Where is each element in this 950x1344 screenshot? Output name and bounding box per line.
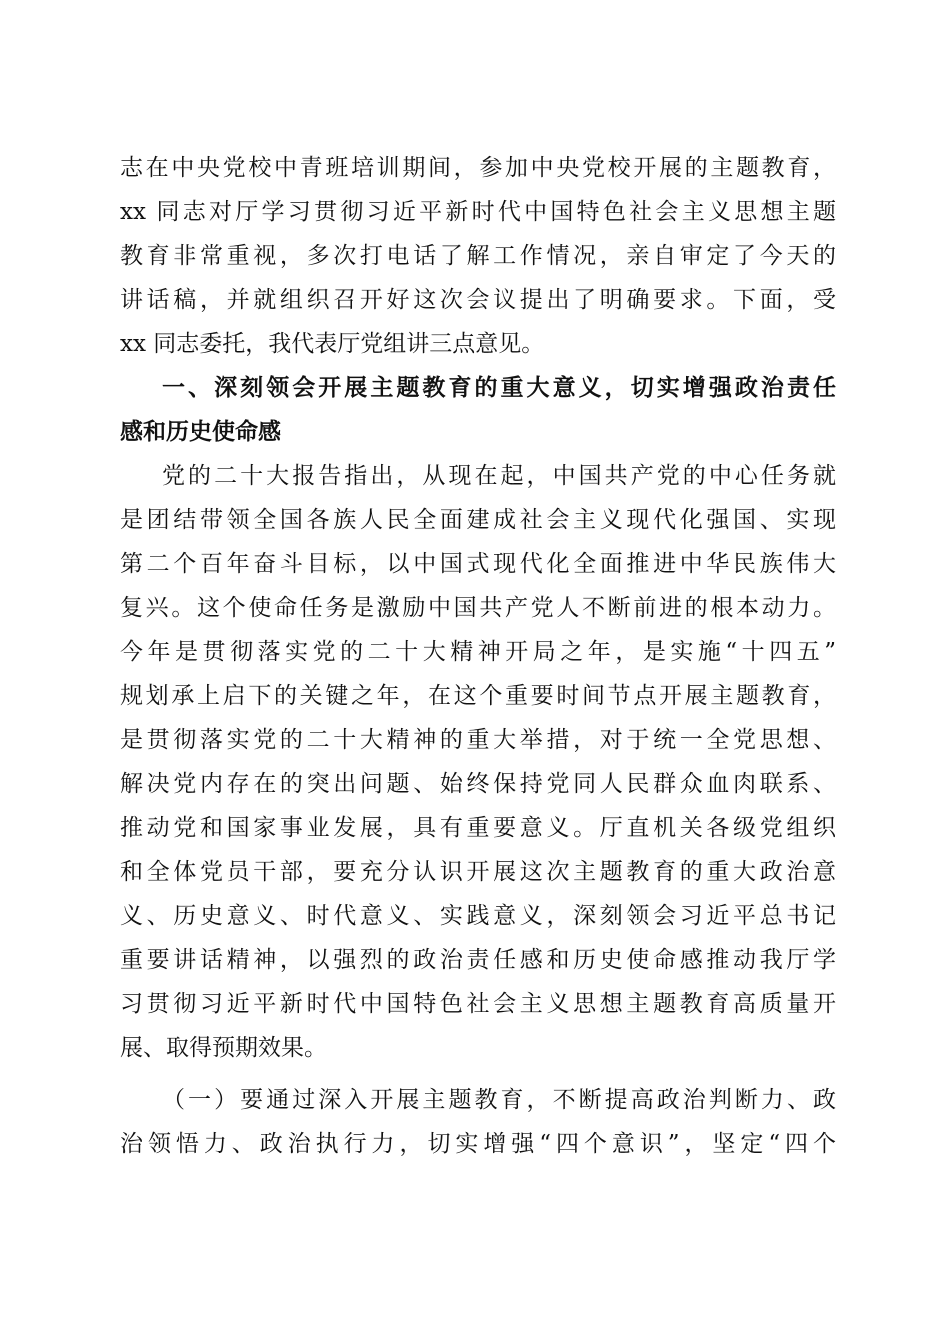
body-text-line: 是贯彻落实党的二十大精神的重大举措，对于统一全党思想、 [120, 727, 836, 753]
body-text-line: 推动党和国家事业发展，具有重要意义。厅直机关各级党组织 [120, 815, 836, 841]
body-text-line: xx 同志对厅学习贯彻习近平新时代中国特色社会主义思想主题 [120, 199, 836, 225]
body-text-line: xx 同志委托，我代表厅党组讲三点意见。 [120, 331, 545, 357]
body-text-line: （一）要通过深入开展主题教育，不断提高政治判断力、政 [162, 1087, 836, 1113]
body-text-line: 复兴。这个使命任务是激励中国共产党人不断前进的根本动力。 [120, 595, 836, 621]
body-text-line: 今年是贯彻落实党的二十大精神开局之年，是实施“十四五” [120, 639, 836, 665]
body-text-line: 第二个百年奋斗目标，以中国式现代化全面推进中华民族伟大 [120, 551, 836, 577]
body-text-line: 治领悟力、政治执行力，切实增强“四个意识”，坚定“四个 [120, 1131, 836, 1157]
body-text-line: 教育非常重视，多次打电话了解工作情况，亲自审定了今天的 [120, 243, 836, 269]
body-text-line: 党的二十大报告指出，从现在起，中国共产党的中心任务就 [162, 463, 836, 489]
body-text-line: 规划承上启下的关键之年，在这个重要时间节点开展主题教育， [120, 683, 836, 709]
body-text-line: 习贯彻习近平新时代中国特色社会主义思想主题教育高质量开 [120, 991, 836, 1017]
body-text-line: 义、历史意义、时代意义、实践意义，深刻领会习近平总书记 [120, 903, 836, 929]
section-heading: 一、深刻领会开展主题教育的重大意义，切实增强政治责任 [162, 375, 836, 401]
body-text-line: 和全体党员干部，要充分认识开展这次主题教育的重大政治意 [120, 859, 836, 885]
body-text-line: 展、取得预期效果。 [120, 1035, 327, 1061]
body-text-line: 是团结带领全国各族人民全面建成社会主义现代化强国、实现 [120, 507, 836, 533]
section-heading: 感和历史使命感 [120, 419, 281, 445]
body-text-line: 讲话稿，并就组织召开好这次会议提出了明确要求。下面，受 [120, 287, 836, 313]
body-text-line: 志在中央党校中青班培训期间，参加中央党校开展的主题教育， [120, 155, 836, 181]
body-text-line: 重要讲话精神，以强烈的政治责任感和历史使命感推动我厅学 [120, 947, 836, 973]
body-text-line: 解决党内存在的突出问题、始终保持党同人民群众血肉联系、 [120, 771, 836, 797]
